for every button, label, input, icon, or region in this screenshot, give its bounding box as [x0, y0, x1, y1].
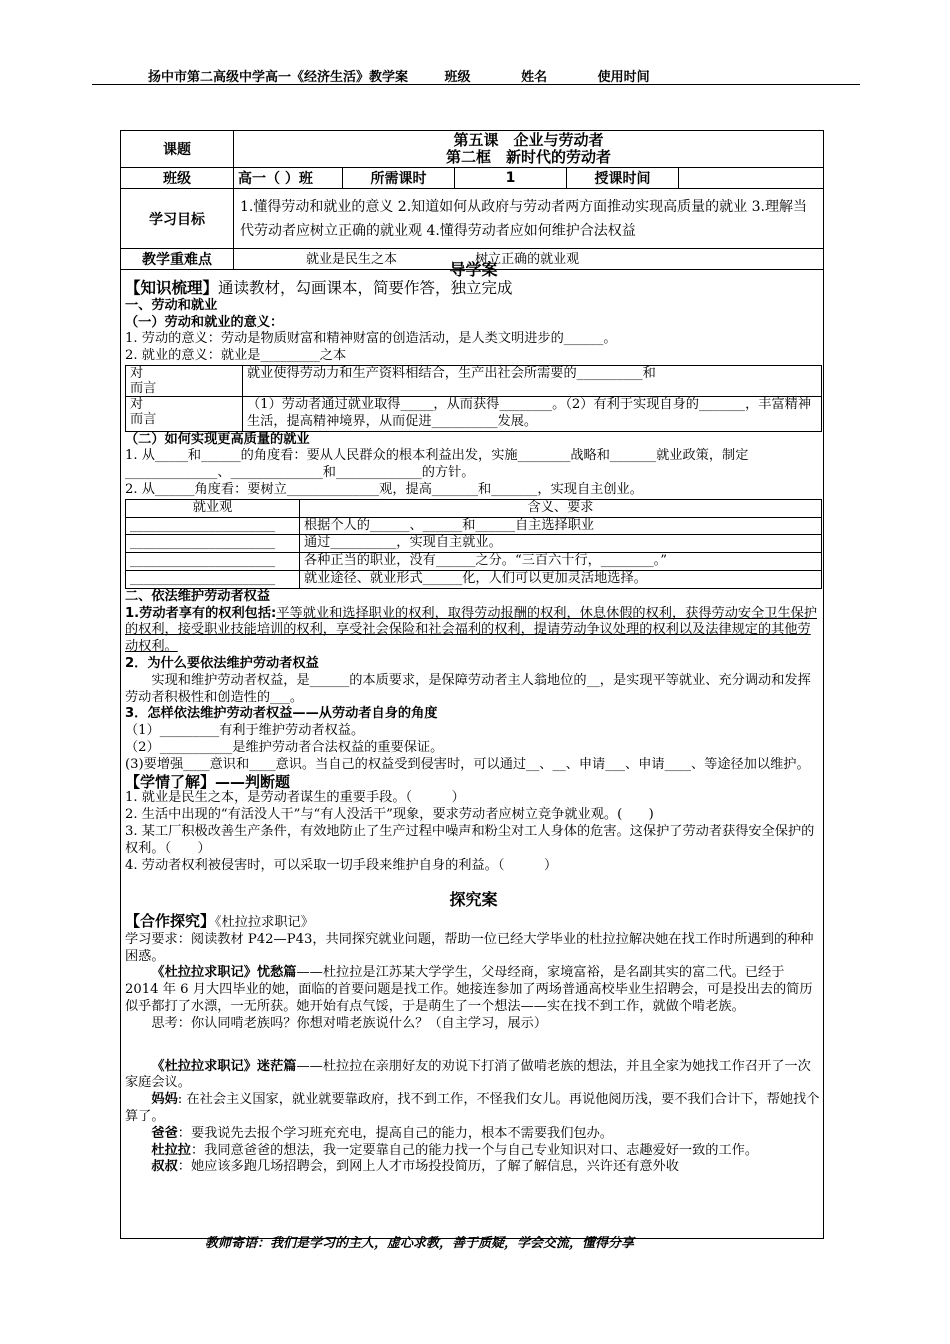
dialogue-dad [125, 1126, 822, 1143]
table-cell-blank: ______________________ [126, 535, 300, 553]
coop-head: 【合作探究】 [125, 912, 216, 931]
how-protect-1: （1）_________有利于维护劳动者权益。 [125, 723, 365, 739]
table-cell: 就业途径、就业形式______化，人们可以更加灵活地选择。 [300, 570, 822, 588]
class-value: 高一（ ）班 [234, 168, 343, 189]
story-part-1 [125, 965, 822, 1015]
judge-item-3: 3. 某工厂积极改善生产条件，有效地防止了生产过程中噪声和粉尘对工人身体的危害。这保护了劳动者获得安全保护的权利。（ ） [125, 823, 815, 856]
key-point-1: 就业是民生之本 [306, 251, 398, 267]
knowledge-text: 通读教材，勾画课本，简要作答，独立完成 [218, 278, 513, 297]
goals-label: 学习目标 [121, 189, 234, 249]
knowledge-intro [125, 279, 822, 298]
header-rule [92, 84, 860, 85]
how-protect-3: (3)要增强____意识和____意识。当自己的权益受到侵害时，可以通过__、__、申请___、申请____、等途径加以维护。 [125, 756, 810, 772]
time-label: 使用时间 [597, 70, 650, 85]
story-part-1-head: 《杜拉拉求职记》忧愁篇 [151, 965, 297, 981]
coop-intro [125, 913, 822, 932]
study-requirement: 学习要求：阅读教材 P42—P43，共同探究就业问题，帮助一位已经大学毕业的杜拉拉解决她在找工作时所遇到的种种困惑。 [125, 931, 814, 964]
table-row-label: 对 而言 [126, 396, 243, 431]
dialogue-mom [125, 1092, 822, 1126]
table-cell-blank: ______________________ [126, 570, 300, 588]
guide-title: 导学案 [449, 260, 498, 279]
table-header: 就业观 [126, 499, 300, 517]
hours-label: 所需课时 [343, 168, 455, 189]
key-points-label: 教学重难点 [121, 249, 234, 270]
hours-value: 1 [455, 168, 567, 189]
employment-view-table [125, 499, 822, 589]
rights-list [125, 606, 822, 656]
employment-significance-table [125, 365, 822, 432]
explore-title: 探究案 [449, 890, 498, 910]
dialogue-dulala [125, 1143, 822, 1160]
section-1-heading: 一、劳动和就业 [125, 297, 218, 313]
how-protect-heading: 3．怎样依法维护劳动者权益——从劳动者自身的角度 [125, 706, 438, 722]
page-header [148, 66, 650, 85]
judge-heading: 【学情了解】——判断题 [125, 772, 291, 791]
dialogue-mom-text: : 在社会主义国家，就业就要靠政府，找不到工作，不怪我们女儿。再说他阅历浅，要不我们合计下，帮她找个算了。 [125, 1092, 820, 1125]
dialogue-dulala-text: ：我同意爸爸的想法，我一定要靠自己的能力找一个与自己专业知识对口、志趣爱好一致的工作。 [190, 1142, 759, 1158]
dialogue-dad-text: ：要我说先去报个学习班充充电，提高自己的能力，根本不需要我们包办。 [177, 1125, 613, 1141]
date-value [679, 168, 824, 189]
story-part-2-head: 《杜拉拉求职记》迷茫篇 [151, 1058, 297, 1074]
table-row-text: 就业使得劳动力和生产资料相结合，生产出社会所需要的__________和 [243, 365, 822, 396]
table-cell: 通过__________，实现自主就业。 [300, 535, 822, 553]
rights-head: 1.劳动者享有的权利包括: [125, 605, 277, 621]
subsection-1-heading: （一）劳动和就业的意义： [125, 314, 284, 330]
main-content [125, 262, 822, 1176]
topic-label: 课题 [121, 131, 234, 168]
name-label: 姓名 [521, 70, 548, 85]
why-protect-heading: 2．为什么要依法维护劳动者权益 [125, 655, 319, 671]
think-question: 思考：你认同啃老族吗？你想对啃老族说什么？（自主学习，展示） [151, 1015, 548, 1031]
worker-view: 2. 从______角度看：要树立______________观，提高_______和_______，实现自主创业。 [125, 481, 643, 497]
class-label: 班级 [444, 70, 471, 85]
coop-text: 《杜拉拉求职记》 [215, 915, 314, 931]
speaker-dad: 爸爸 [151, 1125, 178, 1141]
key-point-2: 树立正确的就业观 [475, 251, 580, 267]
topic-line-1: 第五课 企业与劳动者 [453, 131, 604, 149]
speaker-mom: 妈妈 [151, 1092, 178, 1108]
table-row-label: 对 而言 [126, 365, 243, 396]
teacher-message: 教师寄语：我们是学习的主人，虚心求教，善于质疑，学会交流，懂得分享 [205, 1236, 635, 1251]
judge-item-1: 1. 就业是民生之本，是劳动者谋生的重要手段。（ ） [125, 790, 465, 806]
story-part-1-text: ——杜拉拉是江苏某大学学生，父母经商，家境富裕，是名副其实的富二代。已经于 2014 年 6 月大四毕业的她，面临的首要问题是找工作。她接连参加了两场普通高校毕业生招聘会，可是投出去的简历似乎都打了水漂，一无所获。她开始有点气馁，于是萌生了一个想法——实在找不到工作，就做个啃老族。 [125, 965, 813, 1015]
subsection-2-heading: （二）如何实现更高质量的就业 [125, 431, 310, 447]
why-protect-text: 实现和维护劳动者权益，是______的本质要求，是保障劳动者主人翁地位的__，是实现平等就业、充分调动和发挥劳动者积极性和创造性的___。 [125, 672, 811, 705]
dialogue-uncle-text: ：她应该多跑几场招聘会，到网上人才市场投投简历，了解了解信息，兴许还有意外收 [177, 1159, 679, 1175]
table-cell-blank: ______________________ [126, 553, 300, 571]
dialogue-uncle [125, 1159, 822, 1176]
table-row-text: （1）劳动者通过就业取得_____，从而获得________。（2）有利于实现自身的_______，丰富精神生活，提高精神境界，从而促进__________发展。 [243, 396, 822, 431]
story-part-2 [125, 1059, 822, 1093]
section-2-heading: 二、依法维护劳动者权益 [125, 588, 271, 604]
table-header: 含义、要求 [300, 499, 822, 517]
lesson-meta-table [120, 130, 824, 270]
labor-meaning: 1. 劳动的意义：劳动是物质财富和精神财富的创造活动，是人类文明进步的______。 [125, 331, 617, 347]
table-cell: 各种正当的职业，没有______之分。“三百六十行，________。” [300, 553, 822, 571]
story-part-2-text: ——杜拉拉在亲朋好友的劝说下打消了做啃老族的想法，并且全家为她找工作召开了一次家庭会议。 [125, 1058, 811, 1091]
topic-line-2: 第二框 新时代的劳动者 [445, 148, 611, 166]
date-label: 授课时间 [567, 168, 679, 189]
table-cell: 根据个人的______、______和______自主选择职业 [300, 517, 822, 535]
speaker-uncle: 叔叔 [151, 1159, 178, 1175]
gov-view: 1. 从_____和______的角度看：要从人民群众的根本利益出发，实施________战略和_______就业政策，制定______________、______________和_____________的方针。 [125, 448, 749, 481]
rights-text: 平等就业和选择职业的权利，取得劳动报酬的权利，休息休假的权利，获得劳动安全卫生保护的权利，接受职业技能培训的权利，享受社会保险和社会福利的权利，提请劳动争议处理的权利以及法律规定的其他劳动权利。 [125, 605, 818, 655]
employment-meaning: 2. 就业的意义：就业是_________之本 [125, 348, 347, 364]
knowledge-head: 【知识梳理】 [125, 278, 219, 297]
judge-item-4: 4. 劳动者权利被侵害时，可以采取一切手段来维护自身的利益。（ ） [125, 857, 558, 873]
goals-text: 1.懂得劳动和就业的意义 2.知道如何从政府与劳动者两方面推动实现高质量的就业 3.理解当代劳动者应树立正确的就业观 4.懂得劳动者应如何维护合法权益 [234, 189, 824, 249]
table-cell-blank: ______________________ [126, 517, 300, 535]
topic-title [234, 131, 824, 168]
judge-item-2: 2. 生活中出现的“有活没人干”与“有人没活干”现象，要求劳动者应树立竞争就业观。( ) [125, 807, 654, 823]
class-label: 班级 [121, 168, 234, 189]
school-title: 扬中市第二高级中学高一《经济生活》教学案 [148, 70, 409, 85]
speaker-dulala: 杜拉拉 [151, 1142, 191, 1158]
how-protect-2: （2）___________是维护劳动者合法权益的重要保证。 [125, 739, 444, 755]
